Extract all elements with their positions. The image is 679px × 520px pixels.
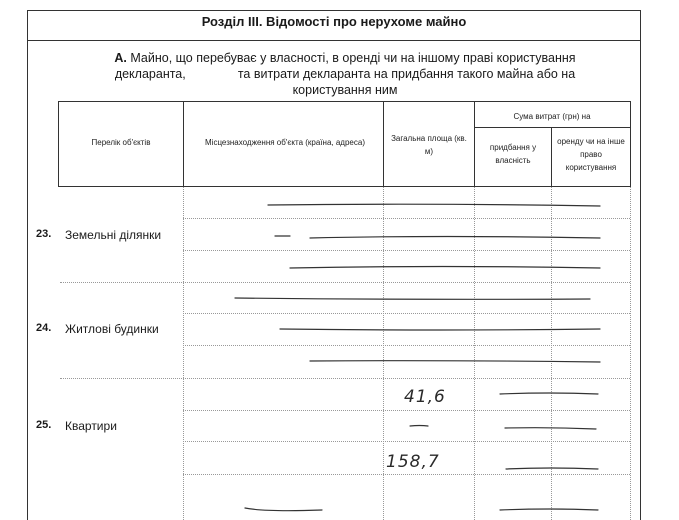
row-number-apartments: 25. [36,419,52,431]
dash-stroke [290,267,600,269]
header-area: Загальна площа (кв. м) [391,134,467,156]
header-location: Місцезнаходження об'єкта (країна, адреса) [205,138,365,147]
dash-stroke [506,468,598,469]
dash-stroke [310,361,600,362]
dash-stroke [500,393,598,394]
header-objects: Перелік об'єктів [91,138,151,147]
dash-stroke [280,329,600,330]
row-number-houses: 24. [36,322,52,334]
section-title: Розділ III. Відомості про нерухоме майно [201,14,467,29]
row-label-houses: Житлові будинки [65,322,159,336]
dash-stroke [268,204,600,206]
dash-stroke [245,508,322,511]
intro-line-2: декларанта, та витрати декларанта на придбання такого майна або на [114,67,576,81]
dash-stroke [505,428,596,429]
header-rent: оренду чи на інше право користування [557,137,625,172]
intro-letter: А. [114,51,127,65]
dash-stroke [500,509,598,510]
row-label-land: Земельні ділянки [65,228,162,242]
intro-line-1-text: Майно, що перебуває у власності, в оренді чи на іншому праві користування [126,51,576,65]
row-number-land: 23. [36,228,52,240]
row-label-apartments: Квартири [65,419,117,433]
header-costs: Сума витрат (грн) на [513,112,591,121]
dash-stroke [235,298,590,299]
dash-stroke [275,236,600,238]
handwritten-area-2: 158,7 [386,452,440,472]
intro-line-3: користування ним [292,83,398,97]
dash-stroke [410,426,428,427]
handwritten-area-1: 41,6 [404,387,446,407]
header-purchase: придбання у власність [489,143,537,165]
